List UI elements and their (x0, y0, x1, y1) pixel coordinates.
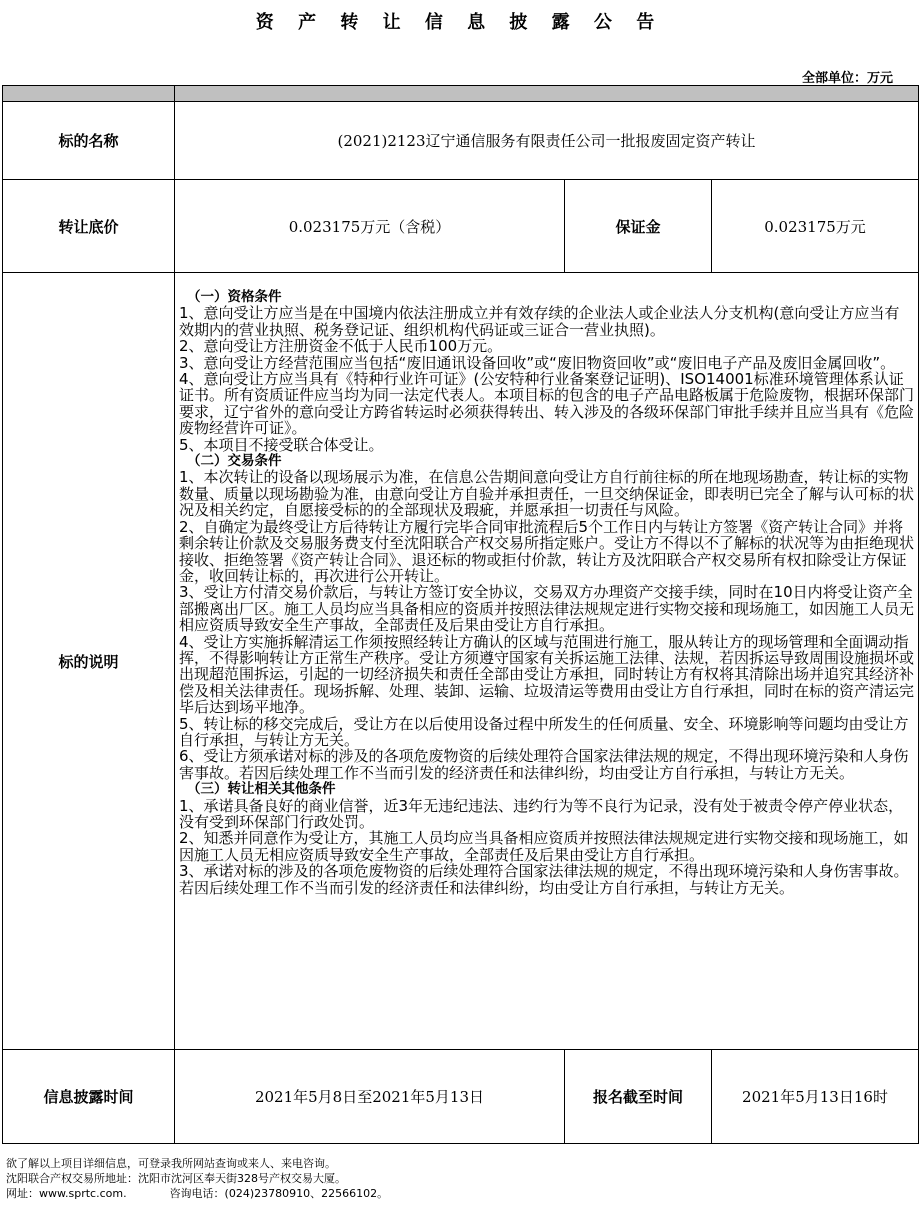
list-item: 5、转让标的移交完成后，受让方在以后使用设备过程中所发生的任何质量、安全、环境影响等问题均由受让方自行承担，与转让方无关。 (179, 714, 909, 749)
section-heading: （三）转让相关其他条件 (187, 781, 336, 798)
section-heading: （一）资格条件 (187, 289, 282, 305)
unit-note: 全部单位：万元 (801, 71, 893, 86)
footer-address: 沈阳联合产权交易所地址：沈阳市沈河区奉天街328号产权交易大厦。 (6, 1172, 346, 1185)
list-item: 4、受让方实施拆解清运工作须按照经转让方确认的区域与范围进行施工，服从转让方的现场管理和全面调动指挥，不得影响转让方正常生产秩序。受让方须遵守国家有关拆运施工法律、法规，若因拆运导致周围设施损坏或出现超范围拆运，引起的一切经济损失和责任全部由受让方承担，同时转让方有权将其清除出场并追究其经济补偿及相关法律责任。现场拆解、处理、装卸、运输、垃圾清运等费用由受让方自行承担，同时在标的资产清运完毕后达到场平地净。 (179, 632, 915, 717)
desc-label: 标的说明 (3, 273, 175, 1050)
price-value: 0.023175万元（含税） (175, 180, 565, 273)
list-item: 2、意向受让方注册资金不低于人民币100万元。 (179, 337, 503, 356)
list-item: 2、知悉并同意作为受让方，其施工人员均应当具备相应资质并按照法律法规规定进行实物交接和现场施工，如因施工人员无相应资质导致安全生产事故，全部责任及后果由受让方自行承担。 (179, 829, 909, 864)
list-item: 3、意向受让方经营范围应当包括“废旧通讯设备回收”或“废旧物资回收”或“废旧电子产品及废旧金属回收”。 (179, 353, 896, 372)
website-link[interactable]: 网址：www.sprtc.com. (6, 1187, 127, 1200)
section-other (179, 781, 914, 896)
row-price (3, 180, 919, 273)
list-item: 1、承诺具备良好的商业信誉，近3年无违纪违法、违约行为等不良行为记录，没有处于被责令停产停业状态，没有受到环保部门行政处罚。 (179, 796, 904, 831)
list-item: 1、意向受让方应当是在中国境内依法注册成立并有效存续的企业法人或企业法人分支机构(意向受让方应当有效期内的营业执照、税务登记证、组织机构代码证或三证合一营业执照)。 (179, 304, 900, 339)
section-qualification (179, 289, 914, 453)
section-trade (179, 453, 914, 781)
header-band (3, 86, 919, 102)
price-label: 转让底价 (3, 180, 175, 273)
deadline-value: 2021年5月13日16时 (712, 1050, 919, 1144)
footer-info: 欲了解以上项目详细信息，可登录我所网站查询或来人、来电咨询。 (6, 1157, 336, 1170)
row-name (3, 102, 919, 180)
deadline-label: 报名截至时间 (565, 1050, 712, 1144)
list-item: 4、意向受让方应当具有《特种行业许可证》(公安特种行业备案登记证明)、ISO14001标准环境管理体系认证证书。所有资质证件应当均为同一法定代表人。本项目标的包含的电子产品电路板属于危险废物，根据环保部门要求，辽宁省外的意向受让方跨省转运时必须获得转出、转入涉及的各级环保部门审批手续并且应当具有《危险废物经营许可证》。 (179, 370, 915, 438)
phone-number: 咨询电话：(024)23780910、22566102。 (169, 1187, 389, 1200)
disclose-label: 信息披露时间 (3, 1050, 175, 1144)
list-item: 2、自确定为最终受让方后待转让方履行完毕合同审批流程后5个工作日内与转让方签署《资产转让合同》并将剩余转让价款及交易服务费支付至沈阳联合产权交易所指定账户。受让方不得以不了解标的状况等为由拒绝现状接收、拒绝签署《资产转让合同》、退还标的物或拒付价款，转让方及沈阳联合产权交易所有权扣除受让方保证金，收回转让标的，再次进行公开转让。 (179, 517, 915, 585)
list-item: 5、本项目不接受联合体受让。 (179, 435, 384, 454)
name-label: 标的名称 (3, 102, 175, 180)
page-title: 资 产 转 让 信 息 披 露 公 告 (255, 12, 664, 33)
deposit-value: 0.023175万元 (712, 180, 919, 273)
name-value: (2021)2123辽宁通信服务有限责任公司一批报废固定资产转让 (175, 102, 919, 180)
row-disclosure (3, 1050, 919, 1144)
deposit-label: 保证金 (565, 180, 712, 273)
footer-contact (6, 1186, 388, 1201)
list-item: 1、本次转让的设备以现场展示为准，在信息公告期间意向受让方自行前往标的所在地现场勘查，转让标的实物数量、质量以现场勘验为准，由意向受让方自验并承担责任，一旦交纳保证金，即表明已完全了解与认可标的状况及相关约定，自愿接受标的的全部现状及瑕疵，并愿承担一切责任与风险。 (179, 468, 915, 520)
section-heading: （二）交易条件 (187, 453, 282, 470)
list-item: 6、受让方须承诺对标的涉及的各项危废物资的后续处理符合国家法律法规的规定，不得出现环境污染和人身伤害事故。若因后续处理工作不当而引发的经济责任和法律纠纷，均由受让方自行承担，与转让方无关。 (179, 747, 909, 782)
description-body (175, 273, 919, 1050)
footer (6, 1156, 388, 1201)
list-item: 3、承诺对标的涉及的各项危废物资的后续处理符合国家法律法规的规定，不得出现环境污染和人身伤害事故。若因后续处理工作不当而引发的经济责任和法律纠纷，均由受让方自行承担，与转让方无关。 (179, 862, 909, 897)
row-description (3, 273, 919, 1050)
disclosure-table (2, 85, 919, 1144)
disclose-value: 2021年5月8日至2021年5月13日 (175, 1050, 565, 1144)
list-item: 3、受让方付清交易价款后，与转让方签订安全协议，交易双方办理资产交接手续，同时在10日内将受让资产全部搬离出厂区。施工人员均应当具备相应的资质并按照法律法规规定进行实物交接和现场施工，如因施工人员无相应资质导致安全生产事故，全部责任及后果由受让方自行承担。 (179, 583, 915, 635)
